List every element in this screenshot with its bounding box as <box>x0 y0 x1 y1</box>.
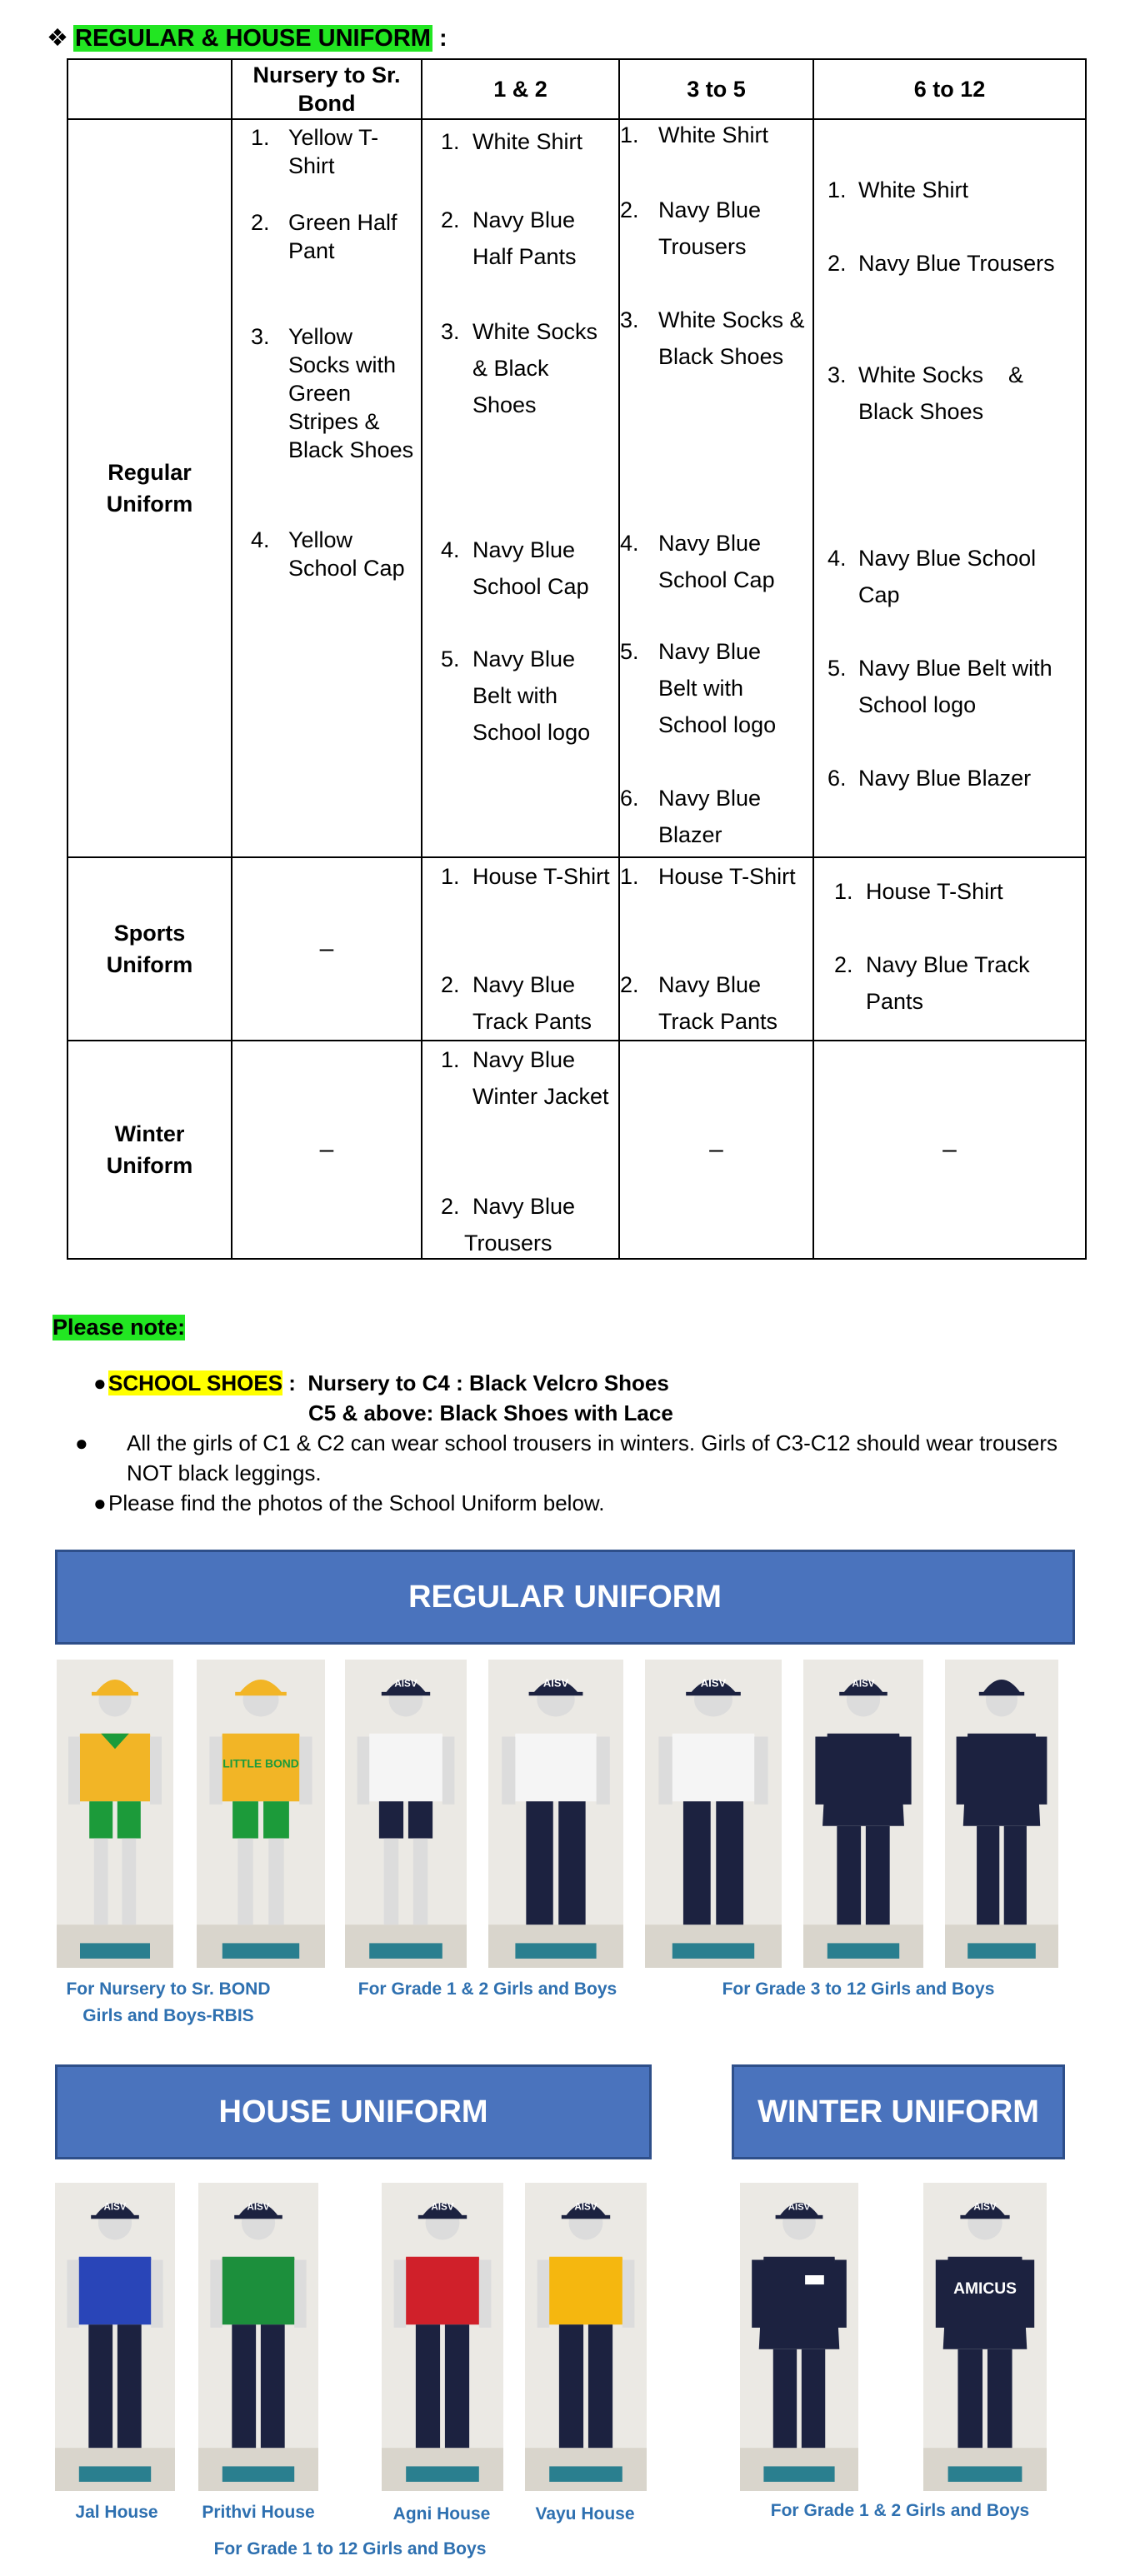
uniform-table <box>67 58 1087 1260</box>
photo-grade312-blazer <box>803 1660 923 1968</box>
list-item: 3. White Socks & Black Shoes <box>828 362 1030 424</box>
diamond-bullet-icon: ❖ <box>47 25 68 52</box>
cell-regular-grade-1-2 <box>422 119 619 857</box>
caption-nursery: For Nursery to Sr. BOND Girls and Boys-RBIS <box>66 1979 271 2025</box>
school-shoes-note <box>93 1368 1092 1428</box>
svg-text:AISV: AISV <box>542 1676 569 1690</box>
list-item: 5. Navy Blue Belt with School logo <box>828 656 1052 717</box>
svg-text:AISV: AISV <box>394 1678 418 1690</box>
bullet-icon: ● <box>93 1370 107 1395</box>
photo-agni-house <box>382 2183 503 2491</box>
cell-sports-nursery: – <box>232 857 422 1041</box>
list-item: 2. Navy Blue Trousers <box>441 1194 576 1256</box>
winter-uniform-banner: WINTER UNIFORM <box>732 2064 1065 2159</box>
cell-winter-grade-3-5: – <box>619 1041 813 1259</box>
svg-text:AMICUS: AMICUS <box>953 2280 1017 2299</box>
list-item: 4. Navy Blue School Cap <box>620 531 775 592</box>
svg-text:AISV: AISV <box>431 2201 454 2213</box>
cell-regular-grade-6-12 <box>813 119 1086 857</box>
list-item: 2. Navy Blue Track Pants <box>441 972 592 1034</box>
list-item: 5. Navy Blue Belt with School logo <box>441 646 591 745</box>
header-grade-3-5: 3 to 5 <box>619 59 813 119</box>
caption-house-all-grades: For Grade 1 to 12 Girls and Boys <box>213 2539 487 2559</box>
table-row-winter <box>68 1041 1086 1259</box>
photo-winter-front <box>740 2183 858 2491</box>
list-item: 5. Navy Blue Belt with School logo <box>620 639 777 737</box>
header-nursery: Nursery to Sr. Bond <box>232 59 422 119</box>
cell-sports-grade-3-5 <box>619 857 813 1041</box>
list-item: 2. Navy Blue Track Pants <box>834 952 1030 1014</box>
list-item: 1. House T-Shirt <box>834 879 1003 904</box>
photo-grade12-side <box>488 1660 623 1968</box>
photo-grade312-shirt <box>645 1660 782 1968</box>
heading-label: REGULAR & HOUSE UNIFORM <box>75 25 431 52</box>
list-item: 2. Navy Blue Trousers <box>620 197 762 259</box>
regular-uniform-banner: REGULAR UNIFORM <box>55 1550 1075 1645</box>
list-item: 3. Yellow Socks with Green Stripes & Black Shoes <box>251 324 414 462</box>
photo-nursery-front <box>57 1660 173 1968</box>
caption-winter: For Grade 1 & 2 Girls and Boys <box>770 2501 1030 2520</box>
school-shoes-line-1: : Nursery to C4 : Black Velcro Shoes <box>282 1370 669 1395</box>
header-grade-1-2: 1 & 2 <box>422 59 619 119</box>
table-row-sports <box>68 857 1086 1041</box>
note-title: Please note: <box>52 1315 186 1340</box>
photos-note: ● Please find the photos of the School Uniform below. <box>108 1488 1092 1518</box>
row-label-regular: Regular Uniform <box>68 119 232 857</box>
row-label-winter: Winter Uniform <box>68 1041 232 1259</box>
cell-winter-nursery: – <box>232 1041 422 1259</box>
svg-text:AISV: AISV <box>852 1679 875 1690</box>
svg-text:AISV: AISV <box>574 2201 598 2213</box>
list-item: 6. Navy Blue Blazer <box>828 766 1032 791</box>
photo-nursery-back <box>197 1660 325 1968</box>
house-uniform-banner: HOUSE UNIFORM <box>55 2064 652 2159</box>
list-item: 1. White Shirt <box>441 129 583 154</box>
table-row-regular <box>68 119 1086 857</box>
section-heading <box>47 23 448 52</box>
header-grade-6-12: 6 to 12 <box>813 59 1086 119</box>
svg-text:LITTLE BOND: LITTLE BOND <box>222 1756 299 1770</box>
list-item: 1. House T-Shirt <box>620 864 796 889</box>
photo-jal-house <box>55 2183 175 2491</box>
photo-grade12-front <box>345 1660 467 1968</box>
list-item: 2. Navy Blue Half Pants <box>441 207 577 269</box>
photo-prithvi-house <box>198 2183 318 2491</box>
caption-vayu-house: Vayu House <box>535 2504 635 2524</box>
list-item: 3. White Socks & Black Shoes <box>620 307 805 369</box>
list-item: 1. Navy Blue Winter Jacket <box>441 1047 609 1109</box>
cell-regular-nursery <box>232 119 422 857</box>
header-empty <box>68 59 232 119</box>
caption-agni-house: Agni House <box>392 2504 491 2524</box>
list-item: 1. House T-Shirt <box>441 864 610 889</box>
cell-winter-grade-6-12: – <box>813 1041 1086 1259</box>
list-item: 1. Yellow T-Shirt <box>251 125 379 178</box>
list-item: 1. White Shirt <box>620 122 769 147</box>
list-item: 2. Green Half Pant <box>251 210 398 263</box>
row-label-sports: Sports Uniform <box>68 857 232 1041</box>
list-item: 4. Navy Blue School Cap <box>441 537 589 599</box>
svg-text:AISV: AISV <box>103 2202 127 2213</box>
notes-list <box>75 1368 1092 1518</box>
bullet-icon: ● <box>93 1490 107 1515</box>
cell-regular-grade-3-5 <box>619 119 813 857</box>
caption-jal-house: Jal House <box>75 2503 158 2522</box>
heading-suffix: : <box>432 25 448 52</box>
svg-text:AISV: AISV <box>973 2200 997 2213</box>
list-item: 1. White Shirt <box>828 177 969 202</box>
photo-winter-back <box>923 2183 1047 2491</box>
caption-prithvi-house: Prithvi House <box>202 2503 315 2522</box>
photo-vayu-house <box>525 2183 647 2491</box>
girls-trousers-note: ● All the girls of C1 & C2 can wear school trousers in winters. Girls of C3-C12 should wear trousers NOT black leggings. <box>75 1430 1058 1485</box>
list-item: 4. Yellow School Cap <box>251 527 405 581</box>
school-shoes-label: SCHOOL SHOES <box>108 1370 283 1395</box>
svg-text:AISV: AISV <box>788 2202 811 2213</box>
list-item: 6. Navy Blue Blazer <box>620 786 762 847</box>
list-item: 2. Navy Blue Track Pants <box>620 972 778 1034</box>
list-item: 4. Navy Blue School Cap <box>828 546 1037 607</box>
svg-text:AISV: AISV <box>700 1676 727 1690</box>
list-item: 3. White Socks & Black Shoes <box>441 319 598 417</box>
cell-sports-grade-6-12 <box>813 857 1086 1041</box>
school-shoes-line-2: C5 & above: Black Shoes with Lace <box>308 1400 673 1425</box>
caption-grade-1-2: For Grade 1 & 2 Girls and Boys <box>358 1979 618 1999</box>
cell-sports-grade-1-2 <box>422 857 619 1041</box>
caption-grade-3-12: For Grade 3 to 12 Girls and Boys <box>722 1979 995 1999</box>
list-item: 2. Navy Blue Trousers <box>828 251 1055 276</box>
cell-winter-grade-1-2 <box>422 1041 619 1259</box>
table-header-row <box>68 59 1086 119</box>
svg-text:AISV: AISV <box>247 2202 270 2213</box>
photo-grade312-back <box>945 1660 1058 1968</box>
